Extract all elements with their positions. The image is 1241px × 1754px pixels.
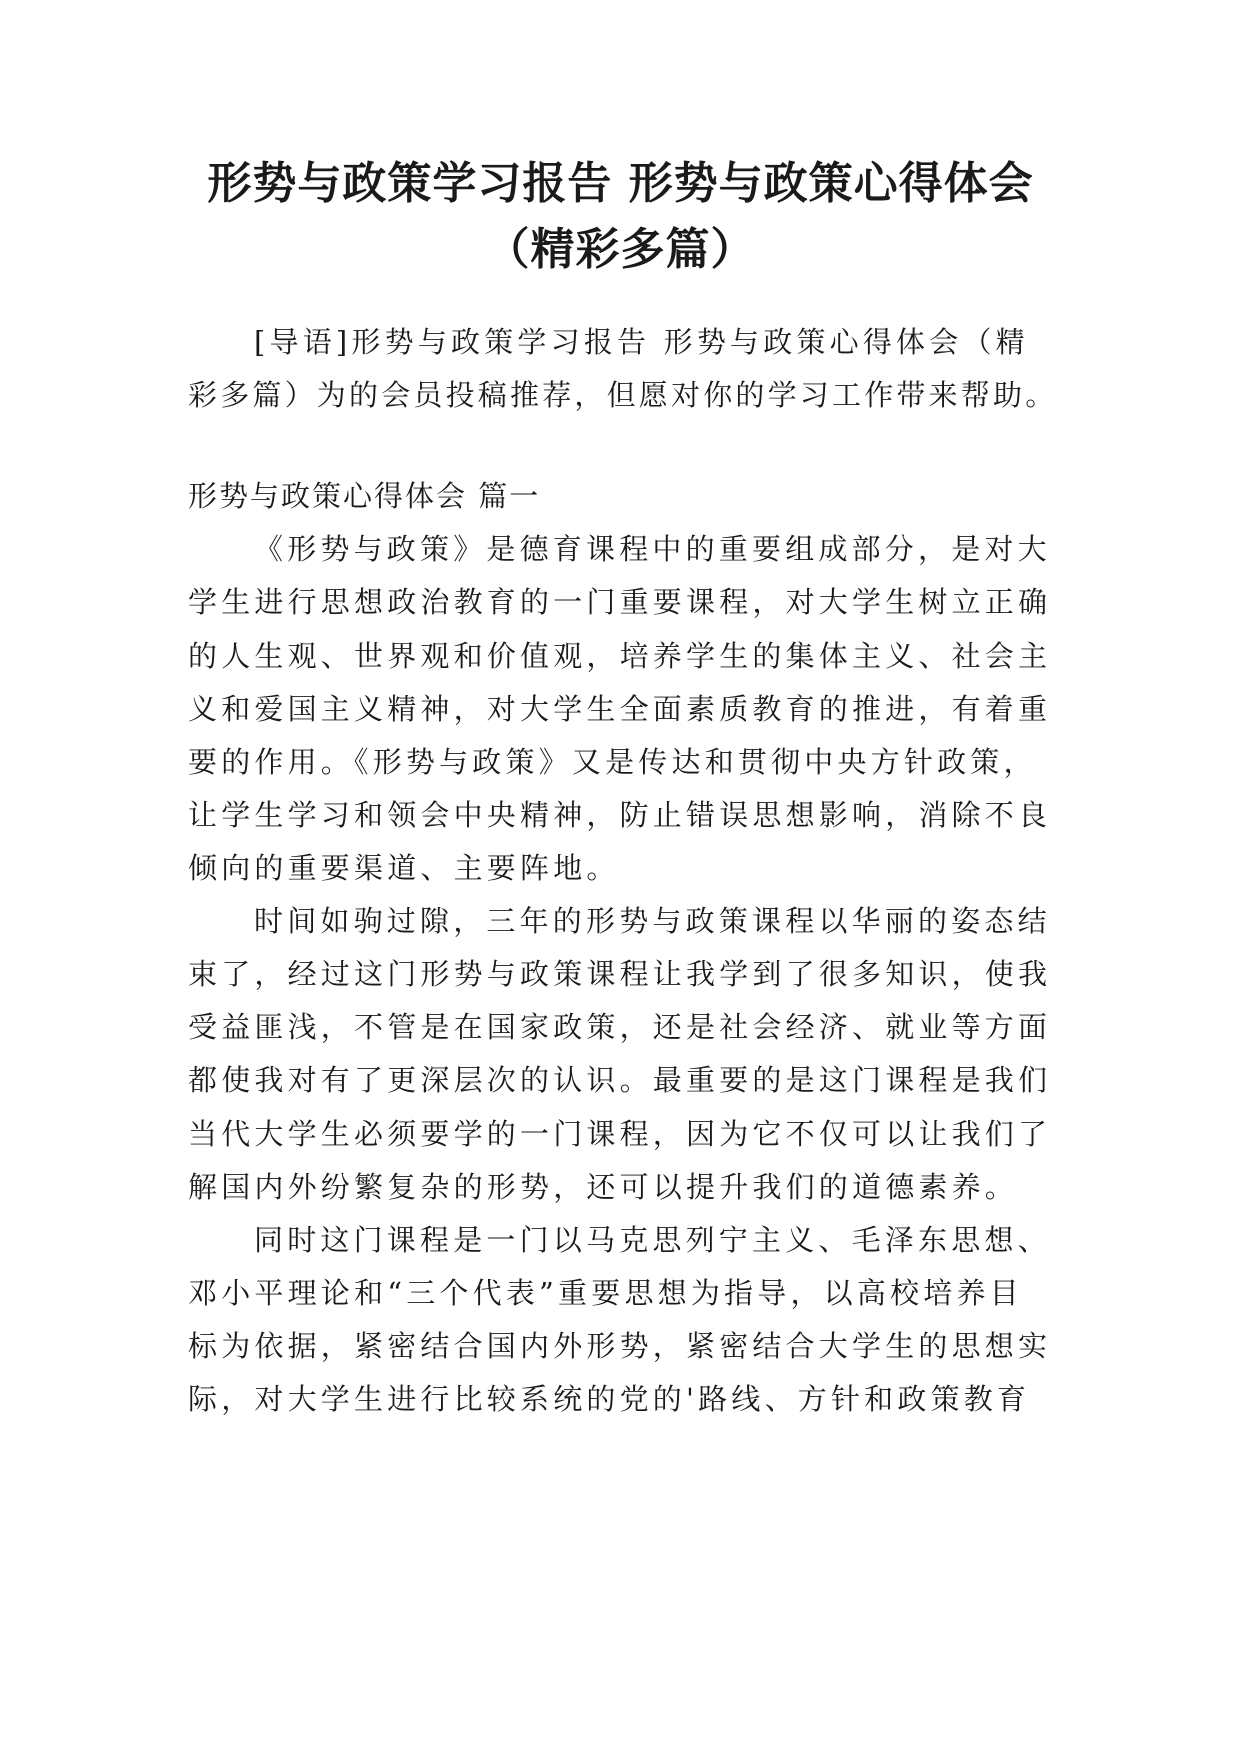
document-title-line-2: （精彩多篇） <box>485 224 756 275</box>
paragraph-line: 要的作用。《形势与政策》又是传达和贯彻中央方针政策， <box>188 745 1037 779</box>
paragraph-line: 学生进行思想政治教育的一门重要课程，对大学生树立正确 <box>188 585 1052 619</box>
document-title-line-1: 形势与政策学习报告 形势与政策心得体会 <box>207 158 1034 209</box>
intro-line: [导语]形势与政策学习报告 形势与政策心得体会（精 <box>254 325 1029 359</box>
intro-line: 彩多篇）为的会员投稿推荐，但愿对你的学习工作带来帮助。 <box>188 378 1058 412</box>
paragraph-line: 倾向的重要渠道、主要阵地。 <box>188 851 620 885</box>
paragraph-line: 义和爱国主义精神，对大学生全面素质教育的推进，有着重 <box>188 692 1052 726</box>
paragraph-line: 都使我对有了更深层次的认识。最重要的是这门课程是我们 <box>188 1063 1052 1097</box>
paragraph-line: 让学生学习和领会中央精神，防止错误思想影响，消除不良 <box>188 798 1052 832</box>
paragraph-line: 同时这门课程是一门以马克思列宁主义、毛泽东思想、 <box>254 1223 1051 1257</box>
paragraph-line: 当代大学生必须要学的一门课程，因为它不仅可以让我们了 <box>188 1117 1052 1151</box>
section-heading: 形势与政策心得体会 篇一 <box>188 479 541 513</box>
paragraph-line: 束了，经过这门形势与政策课程让我学到了很多知识，使我 <box>188 957 1052 991</box>
paragraph-line: 《形势与政策》是德育课程中的重要组成部分，是对大 <box>254 532 1051 566</box>
paragraph-line: 际，对大学生进行比较系统的党的'路线、方针和政策教育 <box>188 1382 1031 1416</box>
paragraph-line: 受益匪浅，不管是在国家政策，还是社会经济、就业等方面 <box>188 1010 1052 1044</box>
paragraph-line: 解国内外纷繁复杂的形势，还可以提升我们的道德素养。 <box>188 1170 1019 1204</box>
paragraph-line: 标为依据，紧密结合国内外形势，紧密结合大学生的思想实 <box>188 1329 1052 1363</box>
paragraph-line: 的人生观、世界观和价值观，培养学生的集体主义、社会主 <box>188 639 1052 673</box>
paragraph-line: 时间如驹过隙，三年的形势与政策课程以华丽的姿态结 <box>254 904 1051 938</box>
paragraph-line: 邓小平理论和“三个代表”重要思想为指导，以高校培养目 <box>188 1276 1023 1310</box>
